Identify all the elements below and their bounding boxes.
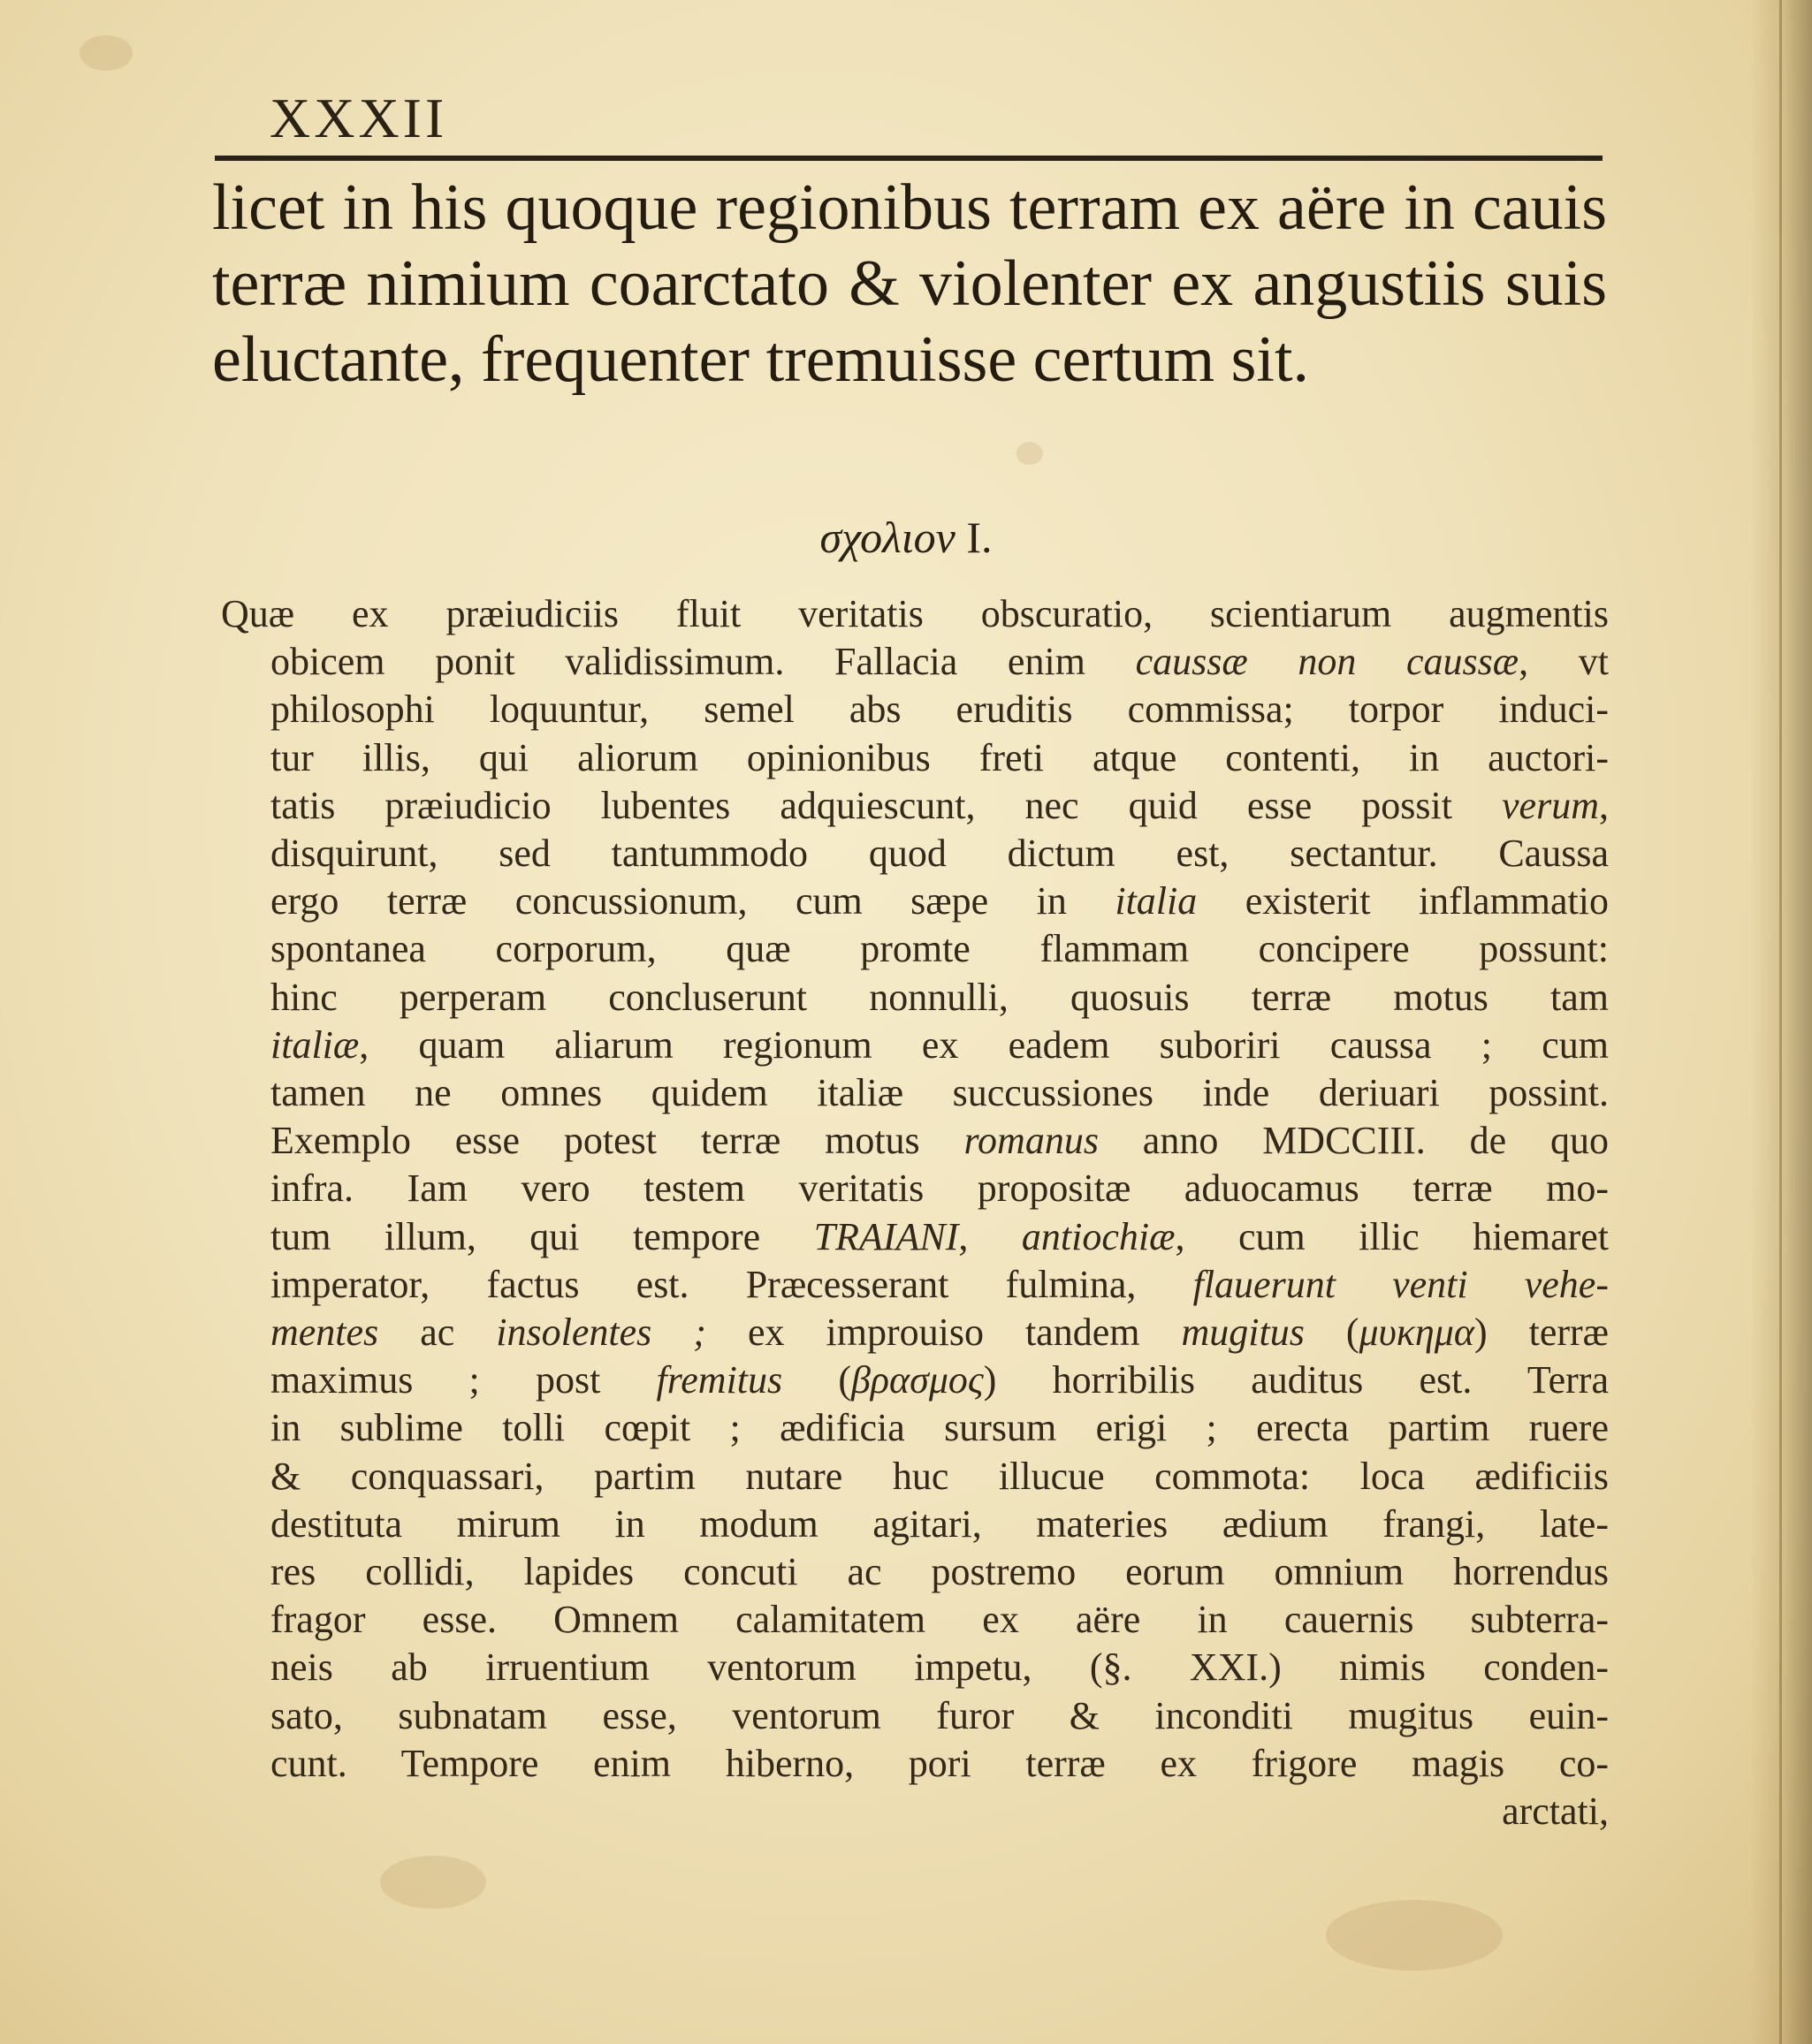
text-line <box>221 1692 1609 1740</box>
text-line <box>221 1117 1609 1165</box>
text-segment: , <box>1599 783 1609 827</box>
text-segment: philosophi loquuntur, semel abs eruditis commissa; torpor induci- <box>270 688 1609 732</box>
text-line <box>221 1261 1609 1309</box>
text-segment: cunt. Tempore enim hiberno, pori terræ ex frigore magis co- <box>270 1741 1609 1785</box>
page-edge <box>1779 0 1782 2044</box>
italic-text-segment: mentes <box>270 1311 379 1355</box>
text-segment: ex improuiso tandem <box>705 1311 1182 1355</box>
page-number: XXXII <box>270 87 448 149</box>
text-line <box>221 974 1609 1022</box>
text-segment: disquirunt, sed tantummodo quod dictum est, sectantur. Caussa <box>270 832 1609 876</box>
text-segment: existerit inflammatio <box>1197 879 1609 923</box>
text-line <box>221 1069 1609 1117</box>
text-segment: ( <box>1304 1311 1359 1355</box>
text-segment: arctati, <box>1502 1789 1609 1834</box>
scholion-body <box>221 590 1609 1835</box>
italic-text-segment: italia <box>1115 879 1198 923</box>
text-line <box>221 1309 1609 1356</box>
text-segment: Quæ ex præiudiciis fluit veritatis obscuratio, scientiarum augmentis <box>221 592 1609 635</box>
lead-paragraph: licet in his quoque regionibus terram ex aëre in cauis terræ nimium coarctato & violenter ex angustiis suis eluctante, frequenter tremuisse certum sit. <box>212 171 1607 396</box>
text-segment: maximus ; post <box>270 1358 657 1402</box>
text-line <box>221 1213 1609 1261</box>
text-segment: spontanea corporum, quæ promte flammam concipere possunt: <box>270 927 1609 971</box>
text-segment: infra. Iam vero testem veritatis propositæ aduocamus terræ mo- <box>270 1166 1609 1211</box>
text-line <box>221 1453 1609 1501</box>
text-segment: imperator, factus est. Præcesserant fulmina, <box>270 1262 1193 1306</box>
text-line <box>221 1404 1609 1452</box>
text-line <box>221 1788 1609 1835</box>
text-line <box>221 1501 1609 1548</box>
text-line <box>221 925 1609 973</box>
text-segment: destituta mirum in modum agitari, materies ædium frangi, late- <box>270 1501 1609 1546</box>
text-line <box>221 1644 1609 1691</box>
paper-stain <box>1326 1900 1503 1971</box>
text-segment: tum illum, qui tempore <box>270 1214 814 1258</box>
text-segment: sato, subnatam esse, ventorum furor & inconditi mugitus euin- <box>270 1693 1609 1737</box>
text-segment: neis ab irruentium ventorum impetu, (§. XXI.) nimis conden- <box>270 1645 1609 1690</box>
scholion-heading <box>0 511 1812 564</box>
text-line <box>221 1022 1609 1069</box>
text-segment: ) terræ <box>1473 1311 1610 1355</box>
text-segment: tamen ne omnes quidem italiæ succussiones inde deriuari possint. <box>270 1071 1609 1115</box>
text-segment: tatis præiudicio lubentes adquiescunt, nec quid esse possit <box>270 783 1503 827</box>
italic-text-segment: insolentes ; <box>496 1311 706 1355</box>
text-segment: Exemplo esse potest terræ motus <box>270 1119 964 1163</box>
text-segment: in sublime tolli cœpit ; ædificia sursum erigi ; erecta partim ruere <box>270 1406 1609 1450</box>
italic-text-segment: mugitus <box>1181 1311 1305 1355</box>
text-line <box>221 1356 1609 1404</box>
italic-text-segment: verum <box>1502 783 1599 827</box>
italic-text-segment: fremitus <box>656 1358 783 1402</box>
text-segment: ( <box>782 1358 852 1402</box>
italic-text-segment: βρασμος <box>851 1358 984 1402</box>
italic-text-segment: flauerunt venti vehe- <box>1192 1262 1609 1306</box>
text-line <box>221 638 1609 686</box>
text-segment: , vt <box>1519 640 1609 684</box>
text-line <box>221 1548 1609 1596</box>
text-segment: , quam aliarum regionum ex eadem suboriri caussa ; cum <box>359 1022 1609 1067</box>
text-segment: ) horribilis auditus est. Terra <box>983 1358 1609 1402</box>
text-segment: hinc perperam concluserunt nonnulli, quosuis terræ motus tam <box>270 975 1609 1019</box>
text-segment: tur illis, qui aliorum opinionibus freti atque contenti, in auctori- <box>270 735 1609 779</box>
text-segment: obicem ponit validissimum. Fallacia enim <box>270 640 1136 684</box>
text-line <box>221 1596 1609 1644</box>
text-segment: fragor esse. Omnem calamitatem ex aëre in cauernis subterra- <box>270 1598 1609 1642</box>
italic-text-segment: μυκημα <box>1359 1311 1474 1355</box>
paper-stain <box>1016 442 1043 465</box>
italic-text-segment: TRAIANI <box>813 1214 959 1258</box>
italic-text-segment: italiæ <box>270 1022 360 1067</box>
scholion-greek-word: σχολιον <box>819 513 955 562</box>
italic-text-segment: romanus <box>963 1119 1099 1163</box>
italic-text-segment: antiochiæ <box>1021 1214 1176 1258</box>
text-segment: ac <box>378 1311 497 1355</box>
text-segment: ergo terræ concussionum, cum sæpe in <box>270 879 1115 923</box>
text-line <box>221 590 1609 638</box>
text-segment: , <box>958 1214 1022 1258</box>
paper-stain <box>380 1856 486 1909</box>
text-segment: , cum illic hiemaret <box>1175 1214 1609 1258</box>
text-line <box>221 1740 1609 1788</box>
scholion-numeral: I. <box>966 513 993 562</box>
text-segment: res collidi, lapides concuti ac postremo eorum omnium horrendus <box>270 1550 1609 1594</box>
text-line <box>221 686 1609 733</box>
text-line <box>221 782 1609 830</box>
text-line <box>221 734 1609 782</box>
text-line <box>221 1165 1609 1212</box>
text-line <box>221 830 1609 878</box>
text-segment: & conquassari, partim nutare huc illucue commota: loca ædificiis <box>270 1454 1609 1498</box>
italic-text-segment: caussæ non caussæ <box>1135 640 1519 684</box>
text-line <box>221 878 1609 925</box>
header-rule <box>215 156 1603 161</box>
paper-stain <box>80 35 133 71</box>
text-segment: anno MDCCIII. de quo <box>1098 1119 1609 1163</box>
